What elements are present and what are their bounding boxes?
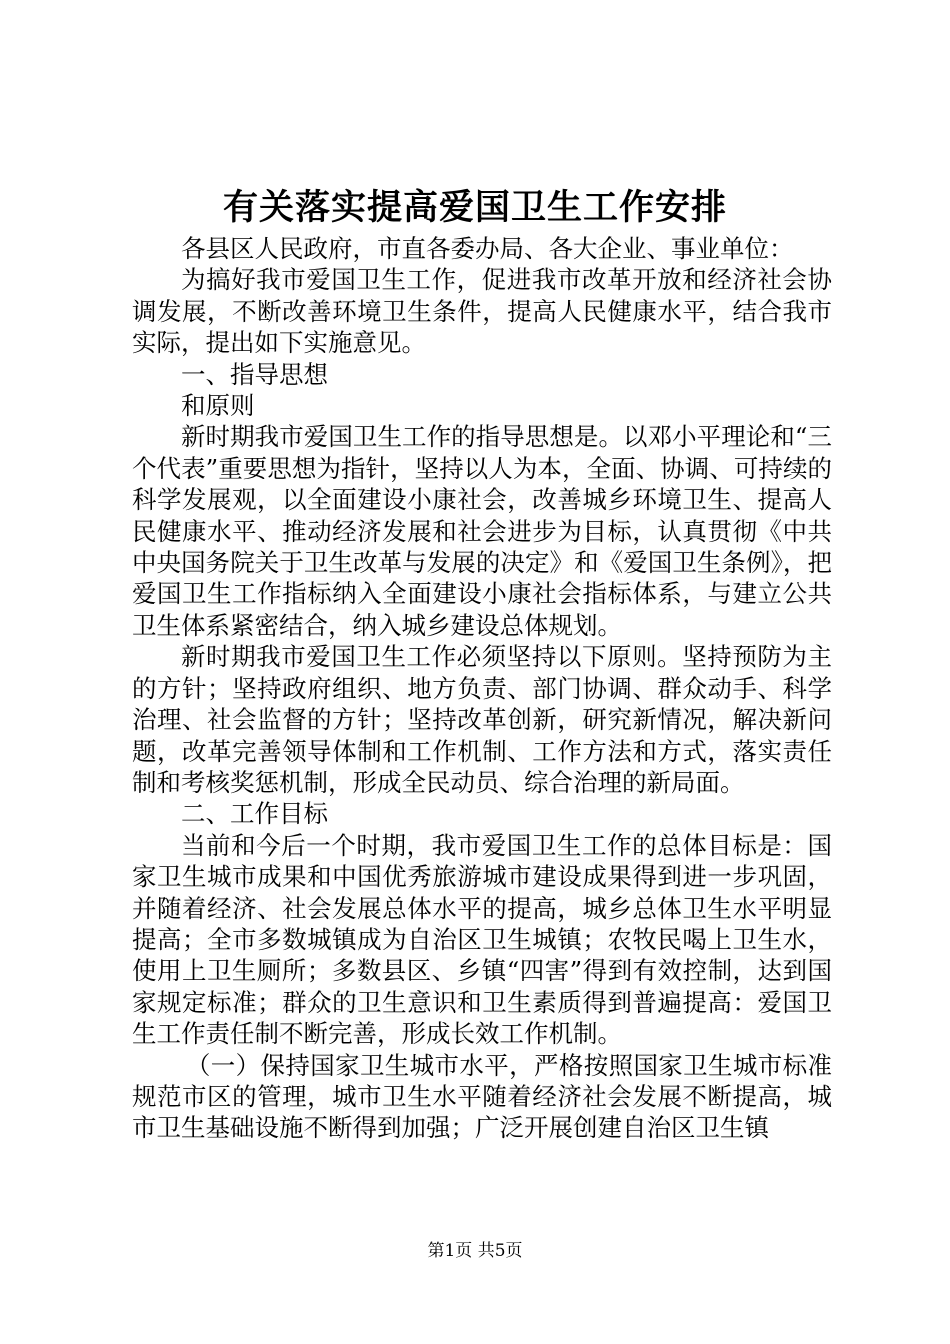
section-heading-work-goals: 二、工作目标 — [181, 799, 328, 829]
document-body — [132, 233, 832, 1144]
page-number-footer: 第1页 共5页 — [427, 1241, 523, 1261]
section-heading-guiding-thought: 一、指导思想 — [181, 359, 328, 389]
salutation-paragraph: 各县区人民政府，市直各委办局、各大企业、事业单位： — [181, 234, 794, 263]
principles-paragraph: 新时期我市爱国卫生工作必须坚持以下原则。坚持预防为主的方针；坚持政府组织、地方负责、部门协调、群众动手、科学治理、社会监督的方针；坚持改革创新，研究新情况，解决新问题，改革完善领导体制和工作机制、工作方法和方式，落实责任制和考核奖惩机制，形成全民动员、综合治理的新局面。 — [132, 642, 832, 797]
document-title: 有关落实提高爱国卫生工作安排 — [222, 187, 727, 228]
work-goals-paragraph: 当前和今后一个时期，我市爱国卫生工作的总体目标是：国家卫生城市成果和中国优秀旅游城市建设成果得到进一步巩固，并随着经济、社会发展总体水平的提高，城乡总体卫生水平明显提高；全市多数城镇成为自治区卫生城镇；农牧民喝上卫生水，使用上卫生厕所；多数县区、乡镇“四害”得到有效控制，达到国家规定标准；群众的卫生意识和卫生素质得到普遍提高：爱国卫生工作责任制不断完善，形成长效工作机制。 — [132, 830, 832, 1049]
goal-item-1-paragraph: （一）保持国家卫生城市水平，严格按照国家卫生城市标准规范市区的管理，城市卫生水平随着经济社会发展不断提高，城市卫生基础设施不断得到加强；广泛开展创建自治区卫生镇 — [132, 1050, 832, 1143]
section-heading-principles: 和原则 — [181, 391, 255, 421]
intro-paragraph: 为搞好我市爱国卫生工作，促进我市改革开放和经济社会协调发展，不断改善环境卫生条件，提高人民健康水平，结合我市实际，提出如下实施意见。 — [132, 265, 832, 358]
guiding-thought-paragraph: 新时期我市爱国卫生工作的指导思想是。以邓小平理论和“三个代表”重要思想为指针，坚持以人为本，全面、协调、可持续的科学发展观，以全面建设小康社会，改善城乡环境卫生、提高人民健康水平、推动经济发展和社会进步为目标，认真贯彻《中共中央国务院关于卫生改革与发展的决定》和《爱国卫生条例》，把爱国卫生工作指标纳入全面建设小康社会指标体系，与建立公共卫生体系紧密结合，纳入城乡建设总体规划。 — [132, 422, 832, 640]
